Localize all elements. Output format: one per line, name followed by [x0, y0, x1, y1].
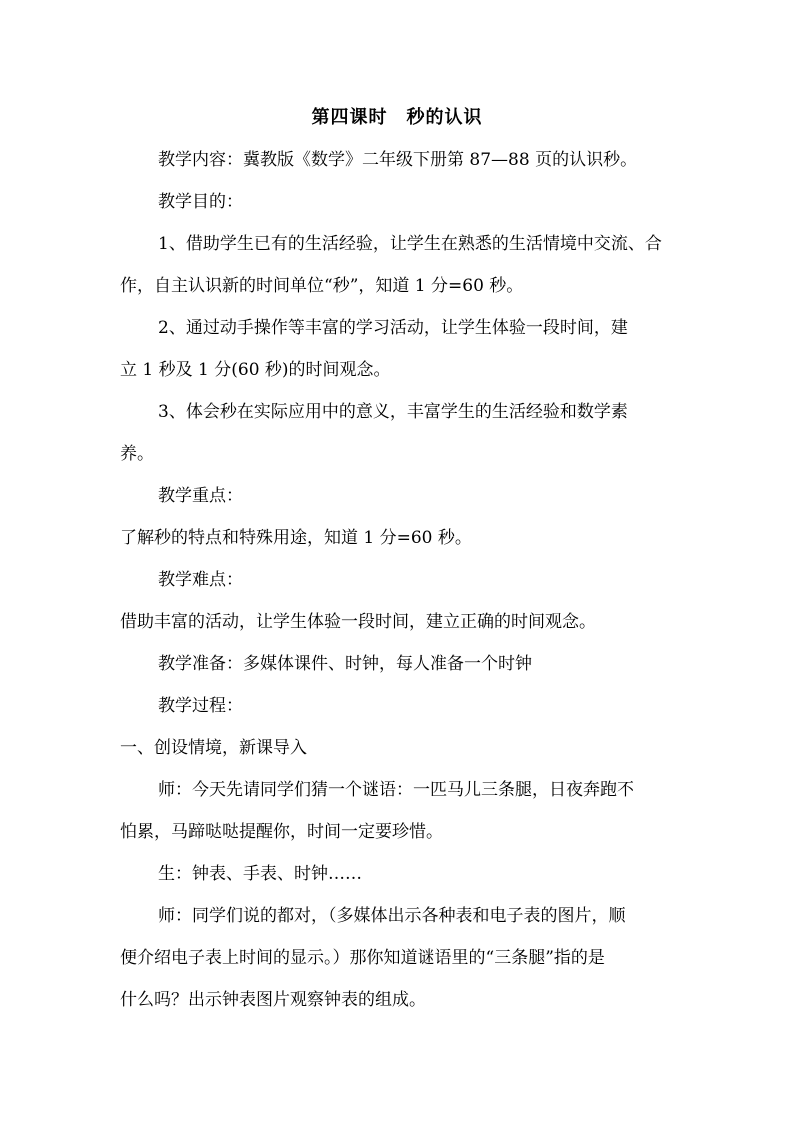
teacher-response-line-2: 便介绍电子表上时间的显示。）那你知道谜语里的“三条腿”指的是	[120, 948, 605, 968]
objectives-heading: 教学目的：	[158, 192, 243, 212]
preparation-text: 教学准备：多媒体课件、时钟，每人准备一个时钟	[158, 654, 532, 674]
teacher-riddle-line-1: 师：今天先请同学们猜一个谜语：一匹马儿三条腿，日夜奔跑不	[158, 780, 634, 800]
objective-2-line-1: 2、通过动手操作等丰富的学习活动，让学生体验一段时间，建	[158, 318, 628, 338]
key-points-heading: 教学重点：	[158, 486, 243, 506]
teaching-content: 教学内容：冀教版《数学》二年级下册第 87—88 页的认识秒。	[158, 150, 638, 170]
difficulties-heading: 教学难点：	[158, 570, 243, 590]
objective-3-line-2: 养。	[120, 444, 154, 464]
teacher-response-line-3: 什么吗？出示钟表图片观察钟表的组成。	[120, 990, 426, 1010]
teacher-riddle-line-2: 怕累，马蹄哒哒提醒你，时间一定要珍惜。	[120, 822, 443, 842]
key-points-text: 了解秒的特点和特殊用途，知道 1 分=60 秒。	[120, 528, 472, 548]
section-1-heading: 一、创设情境，新课导入	[120, 738, 307, 758]
teacher-response-line-1: 师：同学们说的都对，（多媒体出示各种表和电子表的图片，顺	[158, 906, 626, 926]
lesson-title: 第四课时 秒的认识	[311, 107, 483, 128]
process-heading: 教学过程：	[158, 696, 243, 716]
objective-3-line-1: 3、体会秒在实际应用中的意义，丰富学生的生活经验和数学素	[158, 402, 628, 422]
objective-1-line-1: 1、借助学生已有的生活经验，让学生在熟悉的生活情境中交流、合	[158, 234, 662, 254]
objective-1-line-2: 作，自主认识新的时间单位“秒”，知道 1 分=60 秒。	[120, 276, 524, 296]
objective-2-line-2: 立 1 秒及 1 分(60 秒)的时间观念。	[120, 360, 391, 380]
difficulties-text: 借助丰富的活动，让学生体验一段时间，建立正确的时间观念。	[120, 612, 596, 632]
student-answer: 生：钟表、手表、时钟……	[158, 864, 362, 884]
